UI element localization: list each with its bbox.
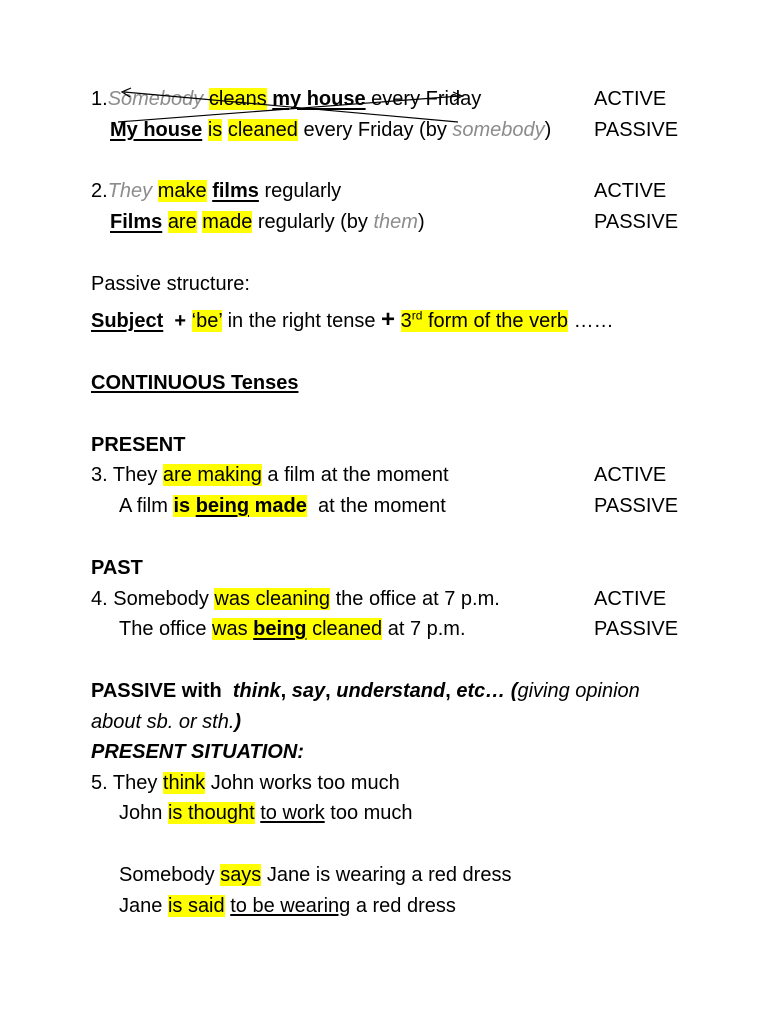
opinion-heading-line-2 [91, 709, 241, 735]
example-1-active-verb: cleans [208, 88, 267, 110]
example-2-passive-be: are [167, 211, 197, 233]
example-2-active-verb: make [157, 180, 207, 202]
opinion-heading-paren-1: giving opinion [517, 680, 640, 702]
passive-structure-formula [91, 307, 614, 333]
example-1-passive-agent: somebody [452, 119, 545, 141]
passive-structure-heading: Passive structure: [91, 273, 250, 295]
example-3-passive-tag: PASSIVE [594, 495, 679, 517]
example-5-active-verb: think [162, 772, 206, 794]
example-6-passive-infinitive: to be wearing [230, 895, 351, 917]
example-1-active-rest: every Friday [371, 88, 482, 110]
opinion-heading-pre: PASSIVE with [91, 680, 222, 702]
example-6-passive-pre: Jane [119, 895, 163, 917]
opinion-heading-comma-1: , [280, 680, 287, 702]
structure-third-num: 3 [400, 310, 412, 332]
example-5-passive-rest: too much [330, 802, 413, 824]
structure-subject: Subject [91, 310, 164, 332]
example-3-active-verb: are making [162, 464, 262, 486]
opinion-heading-comma-3: , [445, 680, 451, 702]
structure-third-form [401, 310, 568, 332]
example-4-passive-rest: at 7 p.m. [387, 618, 466, 640]
example-5-passive-pre: John [119, 802, 163, 824]
example-4-passive-tag: PASSIVE [594, 618, 679, 640]
example-4-passive-being: being [253, 618, 307, 640]
example-6-active-verb: says [220, 864, 262, 886]
past-heading: PAST [91, 557, 143, 579]
example-6-passive-verb: is said [167, 895, 225, 917]
example-3-active-tag: ACTIVE [594, 464, 667, 486]
example-5-passive-verb: is thought [167, 802, 255, 824]
example-3-active-sentence [91, 462, 449, 488]
example-4-passive-was: was [212, 618, 248, 640]
example-4-passive-verb [212, 618, 382, 640]
structure-third-rest: form of the verb [427, 310, 569, 332]
example-3-passive-being: being [195, 495, 250, 517]
example-2-number: 2. [91, 180, 108, 202]
structure-third-sup: rd [411, 308, 423, 323]
present-heading: PRESENT [91, 434, 186, 456]
example-1-active-tag: ACTIVE [594, 88, 667, 110]
example-1-number: 1. [91, 88, 108, 110]
opinion-heading-close: ) [234, 711, 242, 733]
example-5-passive-sentence [119, 800, 413, 826]
example-4-active-tag: ACTIVE [594, 588, 667, 610]
example-1-passive-close: ) [544, 119, 552, 141]
example-1-passive-tag: PASSIVE [594, 119, 679, 141]
example-5-active-rest: John works too much [210, 772, 400, 794]
example-6-passive-rest: a red dress [355, 895, 456, 917]
structure-plus-2: + [381, 306, 396, 333]
example-2-passive-subject: Films [110, 211, 163, 233]
example-2-passive-agent: them [373, 211, 418, 233]
example-6-active-rest: Jane is wearing a red dress [266, 864, 512, 886]
opinion-heading-say: say [291, 680, 326, 702]
example-2-passive-verb: made [202, 211, 253, 233]
structure-plus-1: + [174, 310, 187, 332]
example-6-passive-sentence [119, 893, 456, 919]
example-4-active-sentence [91, 586, 500, 612]
example-2-active-rest: regularly [264, 180, 342, 202]
example-3-passive-rest: at the moment [318, 495, 446, 517]
example-4-active-rest: the office at 7 p.m. [335, 588, 500, 610]
example-3-active-pre: 3. They [91, 464, 158, 486]
example-2-passive-sentence [110, 209, 425, 235]
example-1-active-object: my house [272, 88, 366, 110]
example-3-active-rest: a film at the moment [267, 464, 449, 486]
example-4-passive-pre: The office [119, 618, 207, 640]
example-2-passive-tag: PASSIVE [594, 211, 679, 233]
structure-middle: in the right tense [227, 310, 376, 332]
opinion-heading-paren-2: about sb. or sth. [91, 711, 235, 733]
example-1-passive-verb: cleaned [227, 119, 298, 141]
example-6-active-pre: Somebody [119, 864, 215, 886]
example-3-passive-sentence [119, 493, 446, 519]
example-4-passive-cleaned: cleaned [312, 618, 383, 640]
opinion-heading-understand: understand [336, 680, 446, 702]
structure-tail: …… [573, 310, 614, 332]
example-3-passive-verb [173, 495, 306, 517]
opinion-heading-etc: etc… ( [456, 680, 518, 702]
example-4-active-pre: 4. Somebody [91, 588, 209, 610]
example-4-passive-sentence [119, 616, 466, 642]
example-3-passive-made: made [254, 495, 307, 517]
continuous-tenses-heading: CONTINUOUS Tenses [91, 372, 299, 394]
example-1-passive-rest: every Friday (by [303, 119, 453, 141]
example-6-active-sentence [119, 862, 511, 888]
example-5-passive-infinitive: to work [260, 802, 325, 824]
structure-be: ‘be’ [191, 310, 223, 332]
example-4-active-verb: was cleaning [214, 588, 331, 610]
example-2-passive-close: ) [417, 211, 425, 233]
example-2-active-tag: ACTIVE [594, 180, 667, 202]
example-3-passive-is: is [173, 495, 191, 517]
present-situation-heading: PRESENT SITUATION: [91, 741, 304, 763]
example-2-passive-rest: regularly (by [257, 211, 374, 233]
example-1-active-subject: Somebody [107, 88, 204, 110]
example-1-passive-be: is [207, 119, 223, 141]
opinion-heading-comma-2: , [325, 680, 331, 702]
example-1-passive-sentence [110, 117, 551, 143]
example-5-active-pre: 5. They [91, 772, 158, 794]
opinion-heading-think: think [232, 680, 281, 702]
example-5-active-sentence [91, 770, 400, 796]
example-1-passive-subject: My house [110, 119, 203, 141]
example-2-active-object: films [212, 180, 259, 202]
example-2-active-subject: They [107, 180, 153, 202]
example-2-active-sentence [91, 178, 341, 204]
opinion-heading-line-1 [91, 678, 640, 704]
example-3-passive-pre: A film [119, 495, 168, 517]
